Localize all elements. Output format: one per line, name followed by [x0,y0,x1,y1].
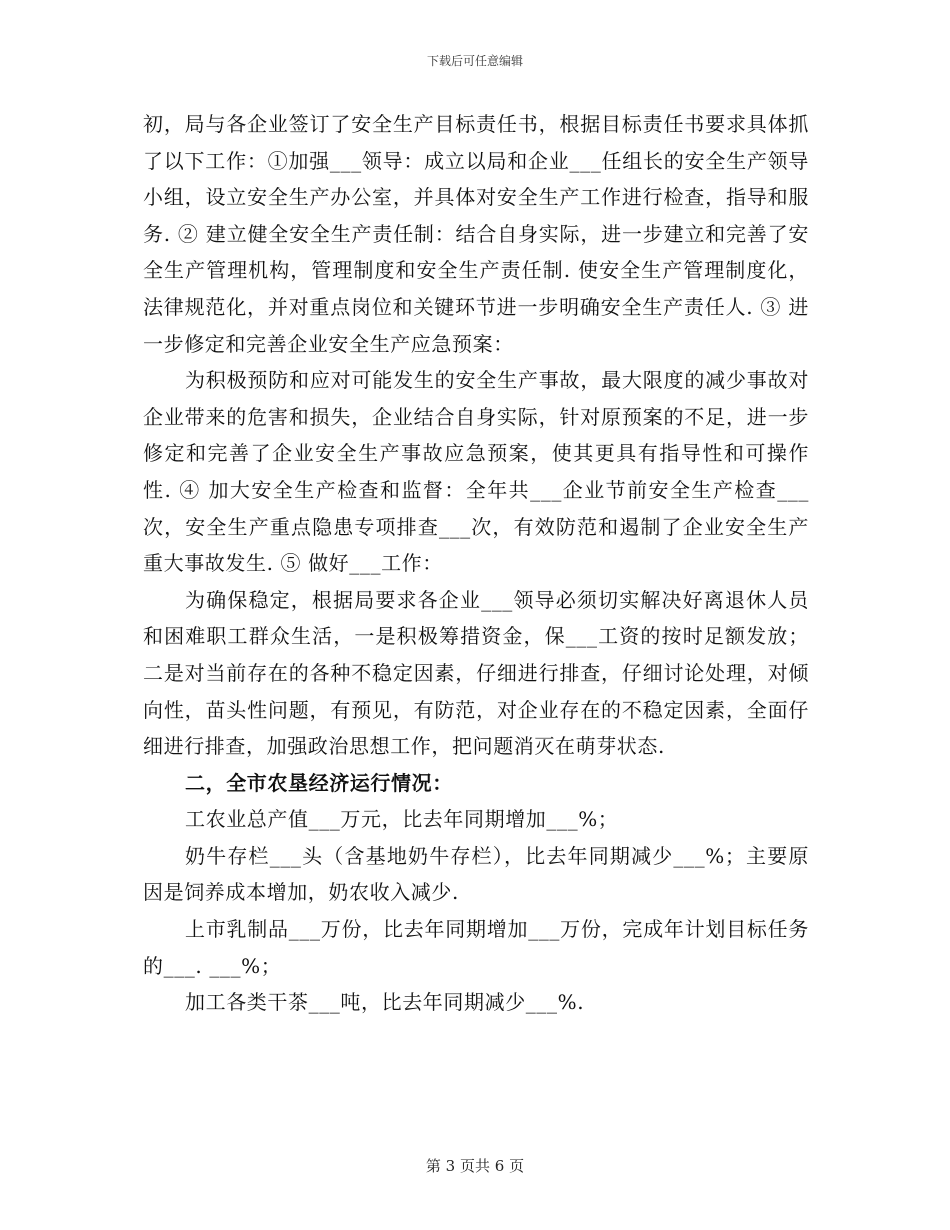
document-body [143,106,809,1021]
paragraph-output-value: 工农业总产值___万元，比去年同期增加___%； [185,807,619,832]
paragraph-emergency-plan: 为积极预防和应对可能发生的安全生产事故，最大限度的减少事故对企业带来的危害和损失，企业结合自身实际，针对原预案的不足，进一步修定和完善了企业安全生产事故应急预案，使其更具有指导性和可操作性. ④ 加大安全生产检查和监督：全年共___企业节前安全生产检查___次，安全生产重点隐患专项排查___次，有效防范和遏制了企业安全生产重大事故发生. ⑤ 做好___工作： [143,368,809,576]
paragraph-dairy-products: 上市乳制品___万份，比去年同期增加___万份，完成年计划目标任务的___. ___%； [143,917,809,978]
paragraph-continuation: 初，局与各企业签订了安全生产目标责任书，根据目标责任书要求具体抓了以下工作：①加强___领导：成立以局和企业___任组长的安全生产领导小组，设立安全生产办公室，并具体对安全生产工作进行检查，指导和服务. ② 建立健全安全生产责任制：结合自身实际，进一步建立和完善了安全生产管理机构，管理制度和安全生产责任制. 使安全生产管理制度化，法律规范化，并对重点岗位和关键环节进一步明确安全生产责任人. ③ 进一步修定和完善企业安全生产应急预案： [143,112,809,356]
paragraph-dairy-cows: 奶牛存栏___头（含基地奶牛存栏），比去年同期减少___%；主要原因是饲养成本增加，奶农收入减少. [143,843,809,905]
section-heading: 二，全市农垦经济运行情况： [185,770,453,795]
page-number: 第 3 页共 6 页 [425,1157,525,1175]
paragraph-stability: 为确保稳定，根据局要求各企业___领导必须切实解决好离退休人员和困难职工群众生活，一是积极筹措资金，保___工资的按时足额发放；二是对当前存在的各种不稳定因素，仔细进行排查，仔细讨论处理，对倾向性，苗头性问题，有预见，有防范，对企业存在的不稳定因素，全面仔细进行排查，加强政治思想工作，把问题消灭在萌芽状态. [143,587,809,759]
page-header: 下载后可任意编辑 [426,54,523,68]
paragraph-dry-tea: 加工各类干茶___吨，比去年同期减少___%. [185,990,585,1015]
